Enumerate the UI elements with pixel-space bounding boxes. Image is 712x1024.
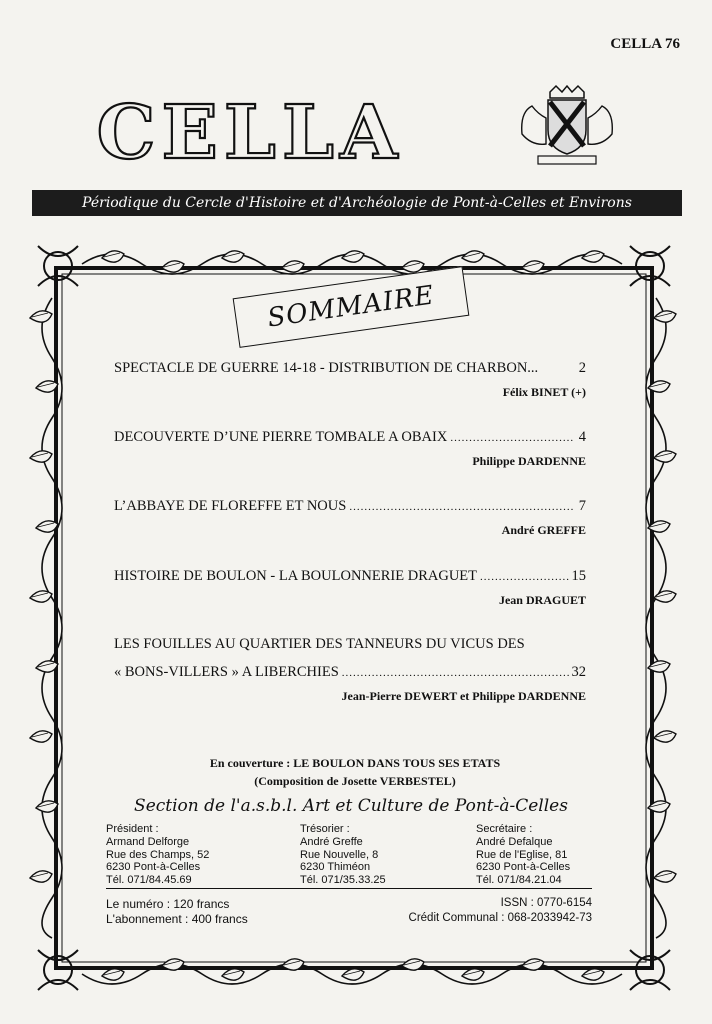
- toc-title: HISTOIRE DE BOULON - LA BOULONNERIE DRAGUET: [114, 568, 478, 584]
- toc-leader: [450, 429, 573, 446]
- logo-text: CELLA: [96, 96, 404, 168]
- officer-city: 6230 Thiméon: [300, 861, 371, 874]
- toc-entry: [114, 498, 586, 538]
- officer-president: [106, 823, 209, 887]
- officer-role: Trésorier :: [300, 823, 350, 835]
- toc-entry: [114, 429, 586, 469]
- toc-title: DECOUVERTE D’UNE PIERRE TOMBALE A OBAIX: [114, 429, 448, 445]
- coat-of-arms-icon: [512, 84, 622, 168]
- toc-leader: [349, 498, 573, 515]
- officer-city: 6230 Pont-à-Celles: [106, 861, 201, 874]
- cover-credit: (Composition de Josette VERBESTEL): [254, 774, 456, 788]
- toc-entry: [114, 636, 586, 704]
- toc-page: 4: [578, 429, 586, 445]
- toc-title-line1: LES FOUILLES AU QUARTIER DES TANNEURS DU VICUS DES: [114, 636, 525, 652]
- officer-address: Rue de l'Eglise, 81: [476, 848, 568, 861]
- toc-author: Félix BINET (+): [502, 385, 586, 399]
- periodical-banner: Périodique du Cercle d'Histoire et d'Archéologie de Pont-à-Celles et Environs: [32, 190, 682, 216]
- issue-price: Le numéro : 120 francs: [106, 897, 230, 911]
- bank-account: Crédit Communal : 068-2033942-73: [408, 912, 592, 924]
- toc-page: 2: [578, 360, 586, 376]
- toc-title: SPECTACLE DE GUERRE 14-18 - DISTRIBUTION DE CHARBON...: [114, 360, 539, 376]
- officer-address: Rue des Champs, 52: [106, 848, 210, 861]
- officer-phone: Tél. 071/35.33.25: [300, 874, 386, 887]
- officer-name: André Defalque: [476, 835, 553, 848]
- bottom-vine: [82, 959, 622, 984]
- toc-entry: [114, 568, 586, 608]
- officer-city: 6230 Pont-à-Celles: [476, 861, 571, 874]
- officer-phone: Tél. 071/84.45.69: [106, 874, 192, 887]
- officer-role: Secrétaire :: [476, 823, 533, 835]
- issn: ISSN : 0770-6154: [500, 897, 592, 909]
- cover-caption: En couverture : LE BOULON DANS TOUS SES ETATS: [209, 756, 501, 770]
- toc-entry: [114, 360, 586, 400]
- officer-name: Armand Delforge: [106, 835, 190, 848]
- toc-author: André GREFFE: [501, 523, 586, 537]
- toc-page: 32: [571, 664, 586, 680]
- officer-name: André Greffe: [300, 835, 363, 848]
- officer-role: Président :: [106, 823, 159, 835]
- officer-secretary: [476, 823, 570, 887]
- toc-title: « BONS-VILLERS » A LIBERCHIES: [114, 664, 339, 680]
- toc-leader: [342, 664, 569, 681]
- officer-address: Rue Nouvelle, 8: [300, 848, 379, 861]
- sommaire-label: SOMMAIRE: [233, 266, 470, 348]
- section-title: Section de l'a.s.b.l. Art et Culture de Pont-à-Celles: [134, 796, 568, 816]
- toc-page: 15: [571, 568, 586, 584]
- top-vine: [82, 251, 622, 274]
- divider: [106, 888, 592, 889]
- subscription-price: L'abonnement : 400 francs: [106, 912, 248, 926]
- toc-author: Philippe DARDENNE: [472, 454, 586, 468]
- officer-treasurer: [300, 823, 386, 887]
- toc-title: L’ABBAYE DE FLOREFFE ET NOUS: [114, 498, 347, 514]
- cella-logo: [78, 96, 423, 168]
- toc-page: 7: [578, 498, 586, 514]
- officer-phone: Tél. 071/84.21.04: [476, 874, 562, 887]
- toc-leader: [480, 568, 568, 585]
- issue-number: CELLA 76: [610, 36, 680, 52]
- toc-author: Jean DRAGUET: [498, 593, 586, 607]
- toc-author: Jean-Pierre DEWERT et Philippe DARDENNE: [341, 689, 586, 703]
